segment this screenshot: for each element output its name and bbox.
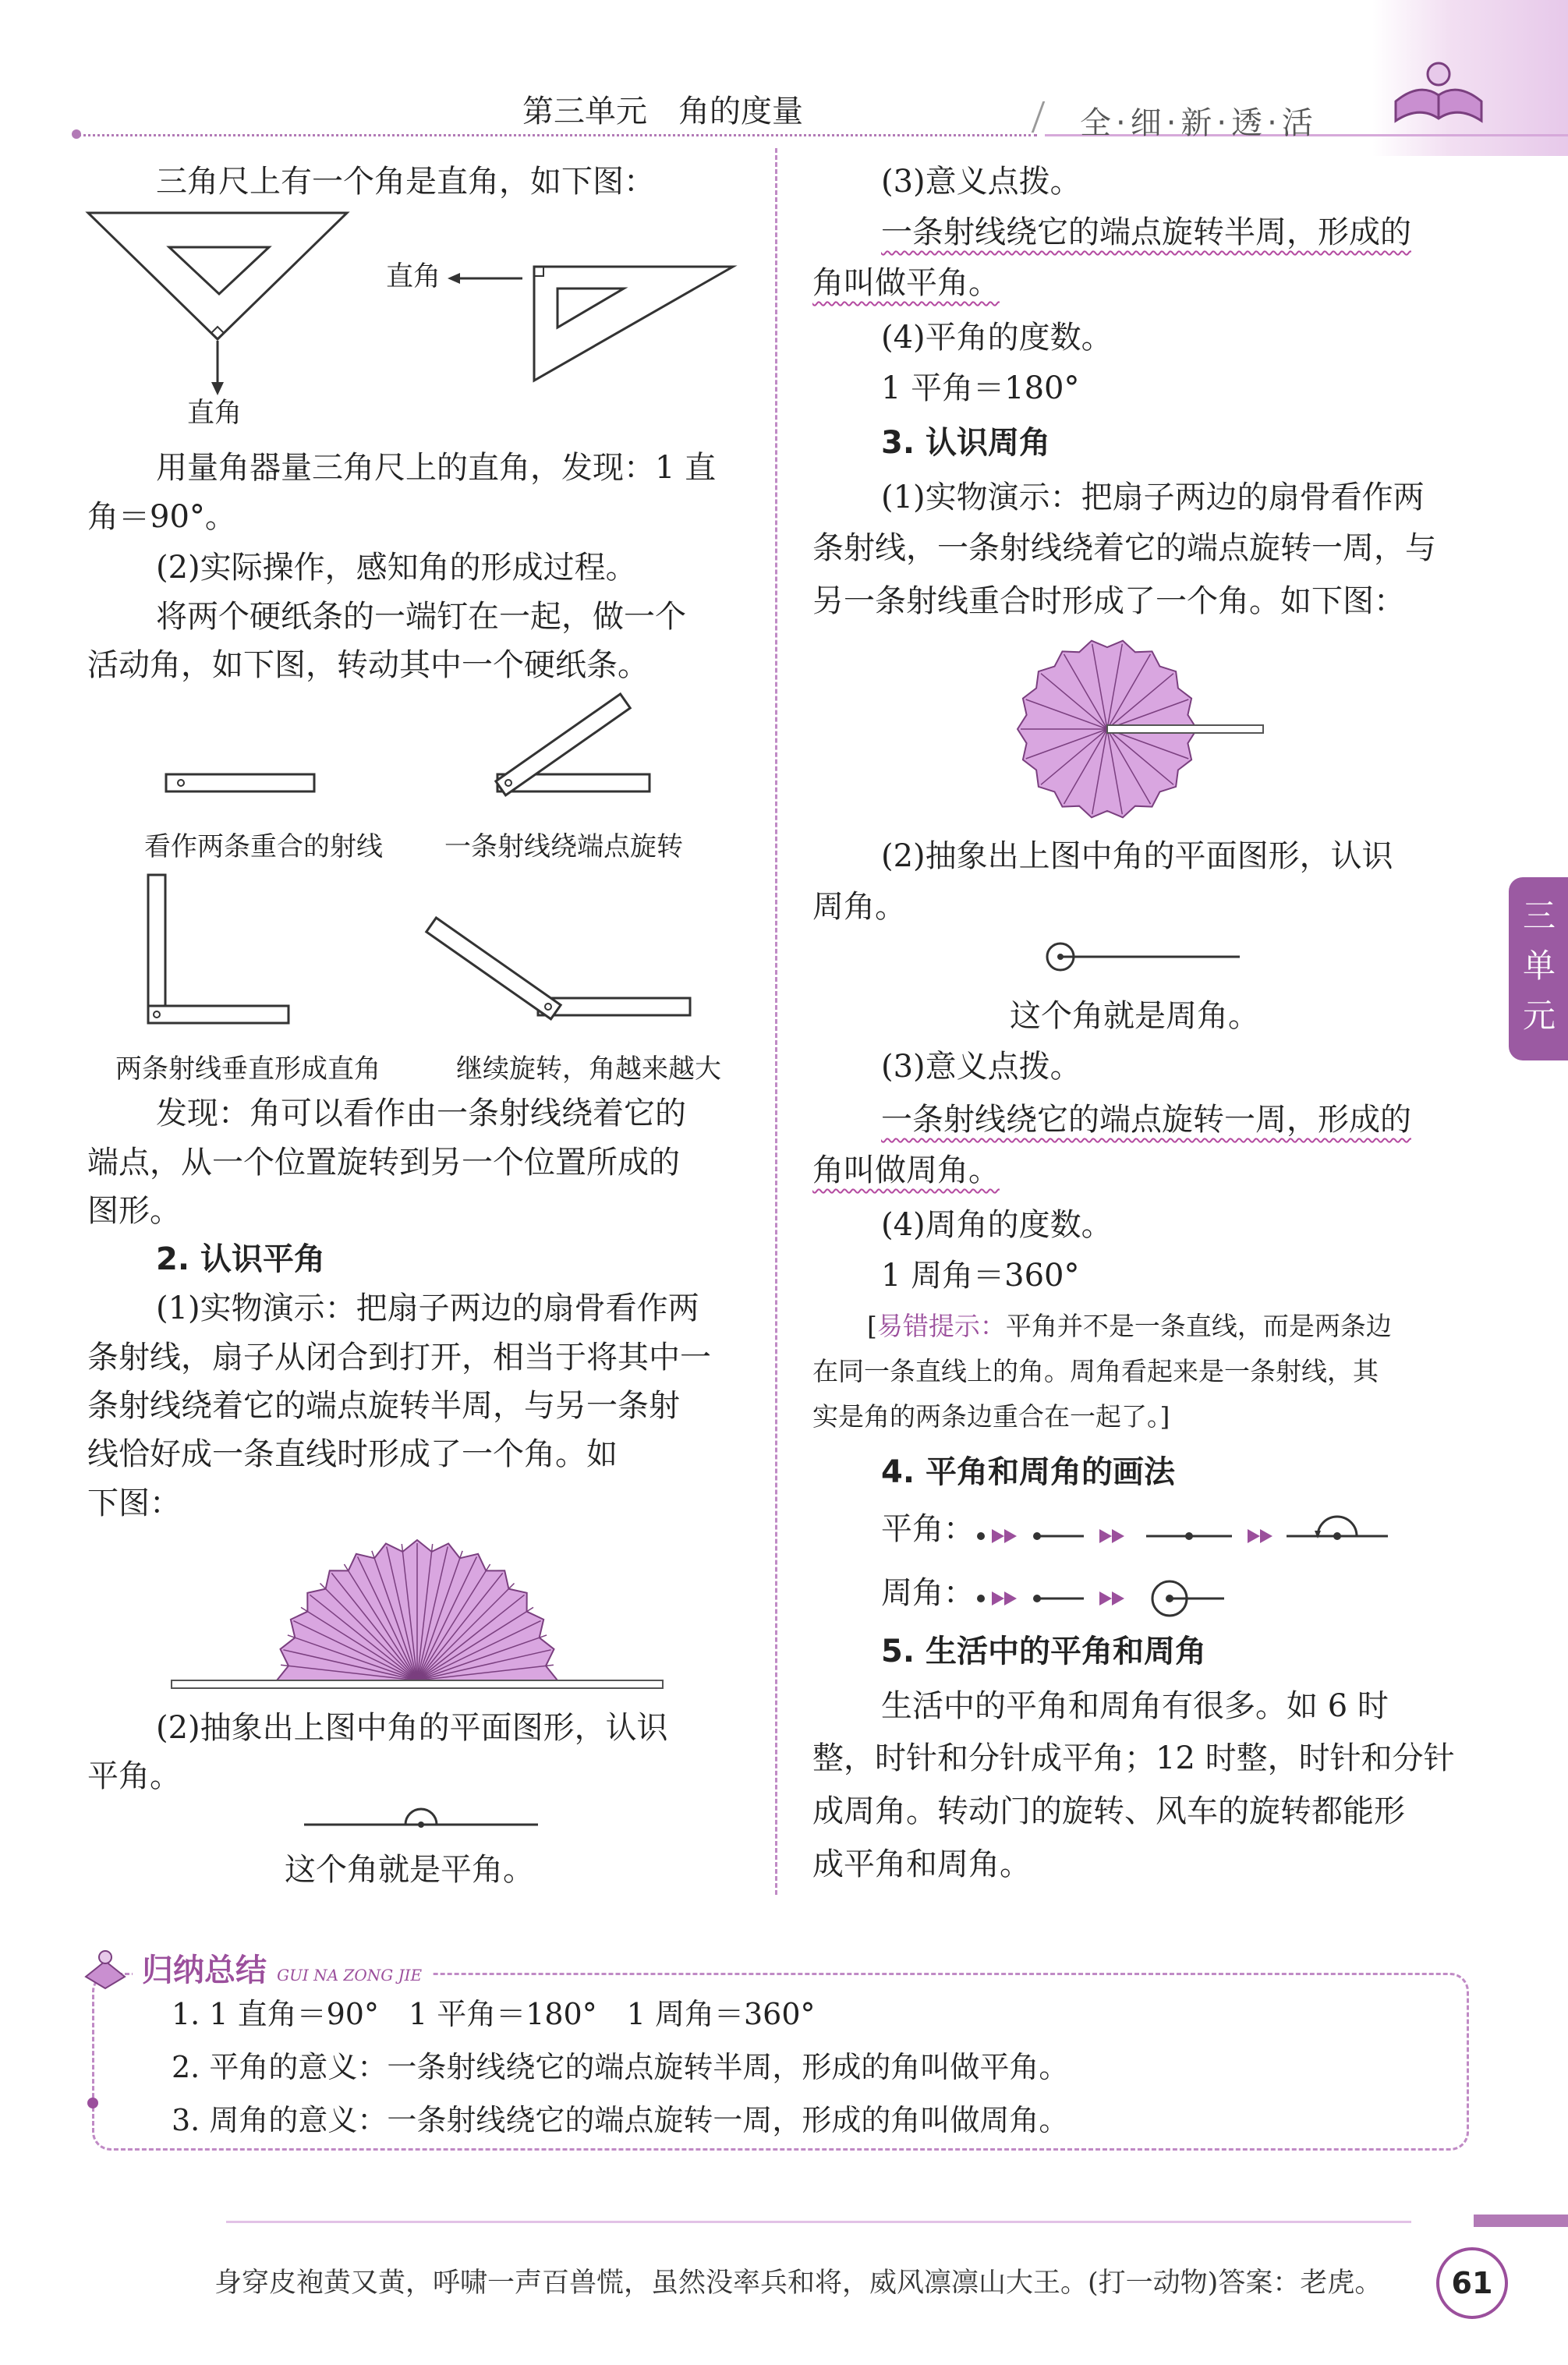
left-para-6-line1: (1)实物演示：把扇子两边的扇骨看作两 [156, 1290, 699, 1326]
right-para-6-line2: 周角。 [812, 889, 906, 925]
tip-text-2: 在同一条直线上的角。周角看起来是一条射线，其 [812, 1356, 1379, 1386]
page-title: 第三单元 角的度量 [522, 94, 803, 129]
right-para-2-line2: 角叫做平角。 [812, 265, 1000, 301]
tip-label: 易错提示： [876, 1311, 1006, 1341]
left-para-5-line2: 端点，从一个位置旋转到另一个位置所成的 [87, 1145, 680, 1181]
right-para-4: 1 平角＝180° [881, 370, 1080, 406]
heading-life-examples: 5. 生活中的平角和周角 [881, 1634, 1206, 1669]
half-fan-figure [168, 1532, 667, 1696]
series-slogan: 全·细·新·透·活 [1080, 105, 1318, 141]
right-para-11-line1: 生活中的平角和周角有很多。如 6 时 [881, 1688, 1389, 1724]
strip-figure-obtuse [417, 916, 698, 1025]
summary-ribbon-icon [78, 1945, 133, 1992]
left-para-6-line2: 条射线，扇子从闭合到打开，相当于将其中一 [87, 1340, 711, 1375]
strip-caption-4: 继续旋转，角越来越大 [456, 1053, 721, 1085]
page-number: 61 [1436, 2247, 1508, 2319]
left-para-2-line1: 用量角器量三角尺上的直角，发现：1 直 [156, 450, 717, 486]
right-para-3: (4)平角的度数。 [881, 320, 1113, 356]
summary-left-dots [87, 2098, 98, 2108]
right-para-2-line1: 一条射线绕它的端点旋转半周，形成的 [881, 214, 1411, 250]
right-para-5-line2: 条射线，一条射线绕着它的端点旋转一周，与 [812, 530, 1436, 566]
left-para-7-line2: 平角。 [87, 1758, 181, 1794]
footer-riddle: 身穿皮袍黄又黄，呼啸一声百兽慌，虽然没率兵和将，威风凛凛山大王。(打一动物)答案：老虎。 [214, 2268, 1382, 2299]
left-para-7-line1: (2)抽象出上图中角的平面图形，认识 [156, 1710, 668, 1746]
heading-flat-angle: 2. 认识平角 [156, 1241, 325, 1277]
left-para-2-line2: 角＝90°。 [87, 499, 236, 535]
error-tip: [易错提示：平角并不是一条直线，而是两条边 在同一条直线上的角。周角看起来是一条射线，其 实是角的两条边重合在一起了。] [812, 1304, 1499, 1439]
right-angle-label-1: 直角 [187, 398, 242, 429]
strip-figure-rotate [491, 702, 663, 811]
side-tab [1509, 877, 1568, 1060]
right-para-11-line4: 成平角和周角。 [812, 1846, 1031, 1882]
right-para-5-line3: 另一条射线重合时形成了一个角。如下图： [812, 583, 1405, 619]
strip-caption-1: 看作两条重合的射线 [144, 831, 383, 862]
round-angle-steps [975, 1571, 1232, 1618]
draw-flat-label: 平角： [881, 1511, 975, 1547]
strip-figure-overlap [164, 768, 320, 799]
right-para-11-line2: 整，时针和分针成平角；12 时整，时针和分针 [812, 1740, 1455, 1776]
summary-title-bar [133, 1945, 431, 1990]
strip-caption-3: 两条射线垂直形成直角 [115, 1053, 380, 1085]
side-tab-label: 三单元 [1523, 897, 1556, 1035]
summary-item-1: 1. 1 直角＝90° 1 平角＝180° 1 周角＝360° [172, 1997, 816, 2031]
footer-rule [226, 2221, 1411, 2223]
left-para-6-line5: 下图： [87, 1485, 181, 1521]
left-para-1: 三角尺上有一个角是直角，如下图： [156, 164, 655, 200]
heading-round-angle: 3. 认识周角 [881, 425, 1050, 461]
left-para-4-line1: 将两个硬纸条的一端钉在一起，做一个 [156, 599, 686, 635]
summary-item-3: 3. 周角的意义：一条射线绕它的端点旋转一周，形成的角叫做周角。 [172, 2103, 1069, 2137]
flat-angle-diagram [304, 1801, 538, 1832]
flat-angle-steps [975, 1509, 1396, 1556]
footer-bar [1474, 2215, 1568, 2227]
full-fan-figure [1006, 639, 1271, 827]
left-para-6-line4: 线恰好成一条直线时形成了一个角。如 [87, 1436, 618, 1472]
left-para-5-line3: 图形。 [87, 1193, 181, 1229]
right-para-8-line2: 角叫做周角。 [812, 1152, 1000, 1188]
right-para-5-line1: (1)实物演示：把扇子两边的扇骨看作两 [881, 480, 1425, 515]
right-para-6-line1: (2)抽象出上图中角的平面图形，认识 [881, 838, 1393, 874]
right-angle-label-2: 直角 [386, 261, 441, 292]
draw-round-label: 周角： [881, 1575, 975, 1611]
right-para-11-line3: 成周角。转动门的旋转、风车的旋转都能形 [812, 1793, 1405, 1829]
left-para-3: (2)实际操作，感知角的形成过程。 [156, 550, 637, 586]
right-para-8-line1: 一条射线绕它的端点旋转一周，形成的 [881, 1102, 1411, 1138]
summary-title: 归纳总结 [142, 1953, 267, 1988]
right-para-9: (4)周角的度数。 [881, 1207, 1113, 1243]
left-para-5-line1: 发现：角可以看作由一条射线绕着它的 [156, 1096, 686, 1131]
round-angle-caption: 这个角就是周角。 [1010, 998, 1259, 1034]
round-angle-diagram [1037, 941, 1248, 972]
right-para-10: 1 周角＝360° [881, 1258, 1080, 1294]
right-para-1: (3)意义点拨。 [881, 164, 1081, 200]
heading-drawing-method: 4. 平角和周角的画法 [881, 1454, 1175, 1490]
left-para-4-line2: 活动角，如下图，转动其中一个硬纸条。 [87, 647, 649, 683]
flat-angle-caption: 这个角就是平角。 [285, 1852, 534, 1888]
tip-text-3: 实是角的两条边重合在一起了。 [812, 1401, 1160, 1432]
set-square-figure-2 [452, 250, 749, 390]
header-dot [72, 129, 81, 139]
book-logo-icon [1388, 47, 1489, 133]
summary-pinyin: GUI NA ZONG JIE [277, 1966, 423, 1984]
set-square-figure-1 [82, 207, 355, 417]
right-para-7: (3)意义点拨。 [881, 1049, 1081, 1085]
strip-figure-perpendicular [140, 873, 296, 1029]
header-slash-icon [1032, 101, 1069, 133]
column-divider [775, 148, 777, 1895]
summary-item-2: 2. 平角的意义：一条射线绕它的端点旋转半周，形成的角叫做平角。 [172, 2050, 1069, 2084]
strip-caption-2: 一条射线绕端点旋转 [444, 831, 683, 862]
left-para-6-line3: 条射线绕着它的端点旋转半周，与另一条射 [87, 1388, 680, 1424]
tip-text-1: 平角并不是一条直线，而是两条边 [1005, 1311, 1392, 1341]
